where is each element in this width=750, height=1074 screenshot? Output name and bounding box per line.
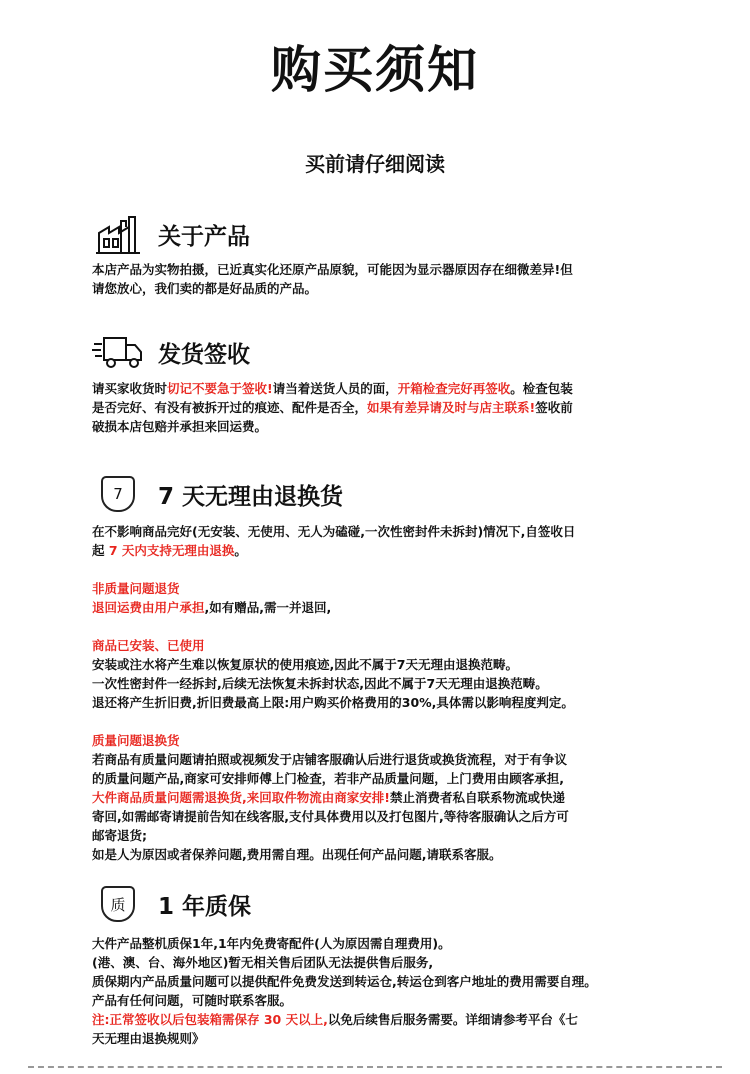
section-product-header — [92, 210, 250, 258]
badge-quality: 质 — [101, 886, 135, 922]
subheading-installed: 商品已安装、已使用 — [92, 638, 205, 653]
text-line: 请买家收货时切记不要急于签收!请当着送货人员的面，开箱检查完好再签收。检查包装 — [92, 381, 573, 396]
delivery-truck-icon — [92, 328, 144, 376]
text-line: 产品有任何问题，可随时联系客服。 — [92, 993, 293, 1008]
subheading-non-quality: 非质量问题退货 — [92, 581, 180, 596]
section-delivery-title: 发货签收 — [158, 341, 250, 368]
shield-quality-icon — [92, 880, 144, 928]
text-line: 质保期内产品质量问题可以提供配件免费发送到转运仓,转运仓到客户地址的费用需要自理。 — [92, 974, 597, 989]
section-returns-text — [92, 522, 672, 864]
text-line: 是否完好、有没有被拆开过的痕迹、配件是否全，如果有差异请及时与店主联系!签收前 — [92, 400, 573, 415]
factory-icon — [92, 210, 144, 258]
section-delivery-text — [92, 379, 672, 436]
text-line: 在不影响商品完好(无安装、无使用、无人为磕碰,一次性密封件未拆封)情况下,自签收日 — [92, 524, 576, 539]
text-line: 退还将产生折旧费,折旧费最高上限:用户购买价格费用的30%,具体需以影响程度判定。 — [92, 695, 574, 710]
text-line: 请您放心，我们卖的都是好品质的产品。 — [92, 281, 318, 296]
text-line: 大件商品质量问题需退换货,来回取件物流由商家安排!禁止消费者私自联系物流或快递 — [92, 790, 565, 805]
section-returns-header — [92, 470, 343, 518]
text-line: (港、澳、台、海外地区)暂无相关售后团队无法提供售后服务, — [92, 955, 434, 970]
section-delivery-header — [92, 328, 250, 376]
section-warranty-header — [92, 880, 251, 928]
dashed-divider — [28, 1066, 722, 1068]
page-subtitle: 买前请仔细阅读 — [305, 152, 445, 176]
text-line: 邮寄退货; — [92, 828, 147, 843]
text-line: 的质量问题产品,商家可安排师傅上门检查，若非产品质量问题，上门费用由顾客承担, — [92, 771, 564, 786]
text-line: 注:正常签收以后包装箱需保存 30 天以上,以免后续售后服务需要。详细请参考平台《七 — [92, 1012, 578, 1027]
text-line: 安装或注水将产生难以恢复原状的使用痕迹,因此不属于7天无理由退换范畴。 — [92, 657, 518, 672]
text-line: 本店产品为实物拍摄，已近真实化还原产品原貌，可能因为显示器原因存在细微差异!但 — [92, 262, 573, 277]
section-product-text — [92, 260, 672, 298]
text-line: 一次性密封件一经拆封,后续无法恢复未拆封状态,因此不属于7天无理由退换范畴。 — [92, 676, 548, 691]
text-line: 破损本店包赔并承担来回运费。 — [92, 419, 268, 434]
text-line: 退回运费由用户承担,如有赠品,需一并退回, — [92, 600, 332, 615]
text-line: 若商品有质量问题请拍照或视频发于店铺客服确认后进行退货或换货流程，对于有争议 — [92, 752, 568, 767]
text-line: 大件产品整机质保1年,1年内免费寄配件(人为原因需自理费用)。 — [92, 936, 451, 951]
text-line: 起 7 天内支持无理由退换。 — [92, 543, 247, 558]
section-warranty-title: 1 年质保 — [158, 893, 252, 920]
subheading-quality: 质量问题退换货 — [92, 733, 180, 748]
text-line: 如是人为原因或者保养问题,费用需自理。出现任何产品问题,请联系客服。 — [92, 847, 502, 862]
badge-7: 7 — [101, 476, 135, 512]
shield-7-icon — [92, 470, 144, 518]
section-returns-title: 7 天无理由退换货 — [158, 483, 344, 510]
text-line: 寄回,如需邮寄请提前告知在线客服,支付具体费用以及打包图片,等待客服确认之后方可 — [92, 809, 569, 824]
section-warranty-text — [92, 934, 672, 1048]
text-line: 天无理由退换规则》 — [92, 1031, 205, 1046]
page-title: 购买须知 — [271, 41, 479, 99]
section-product-title: 关于产品 — [158, 223, 250, 250]
